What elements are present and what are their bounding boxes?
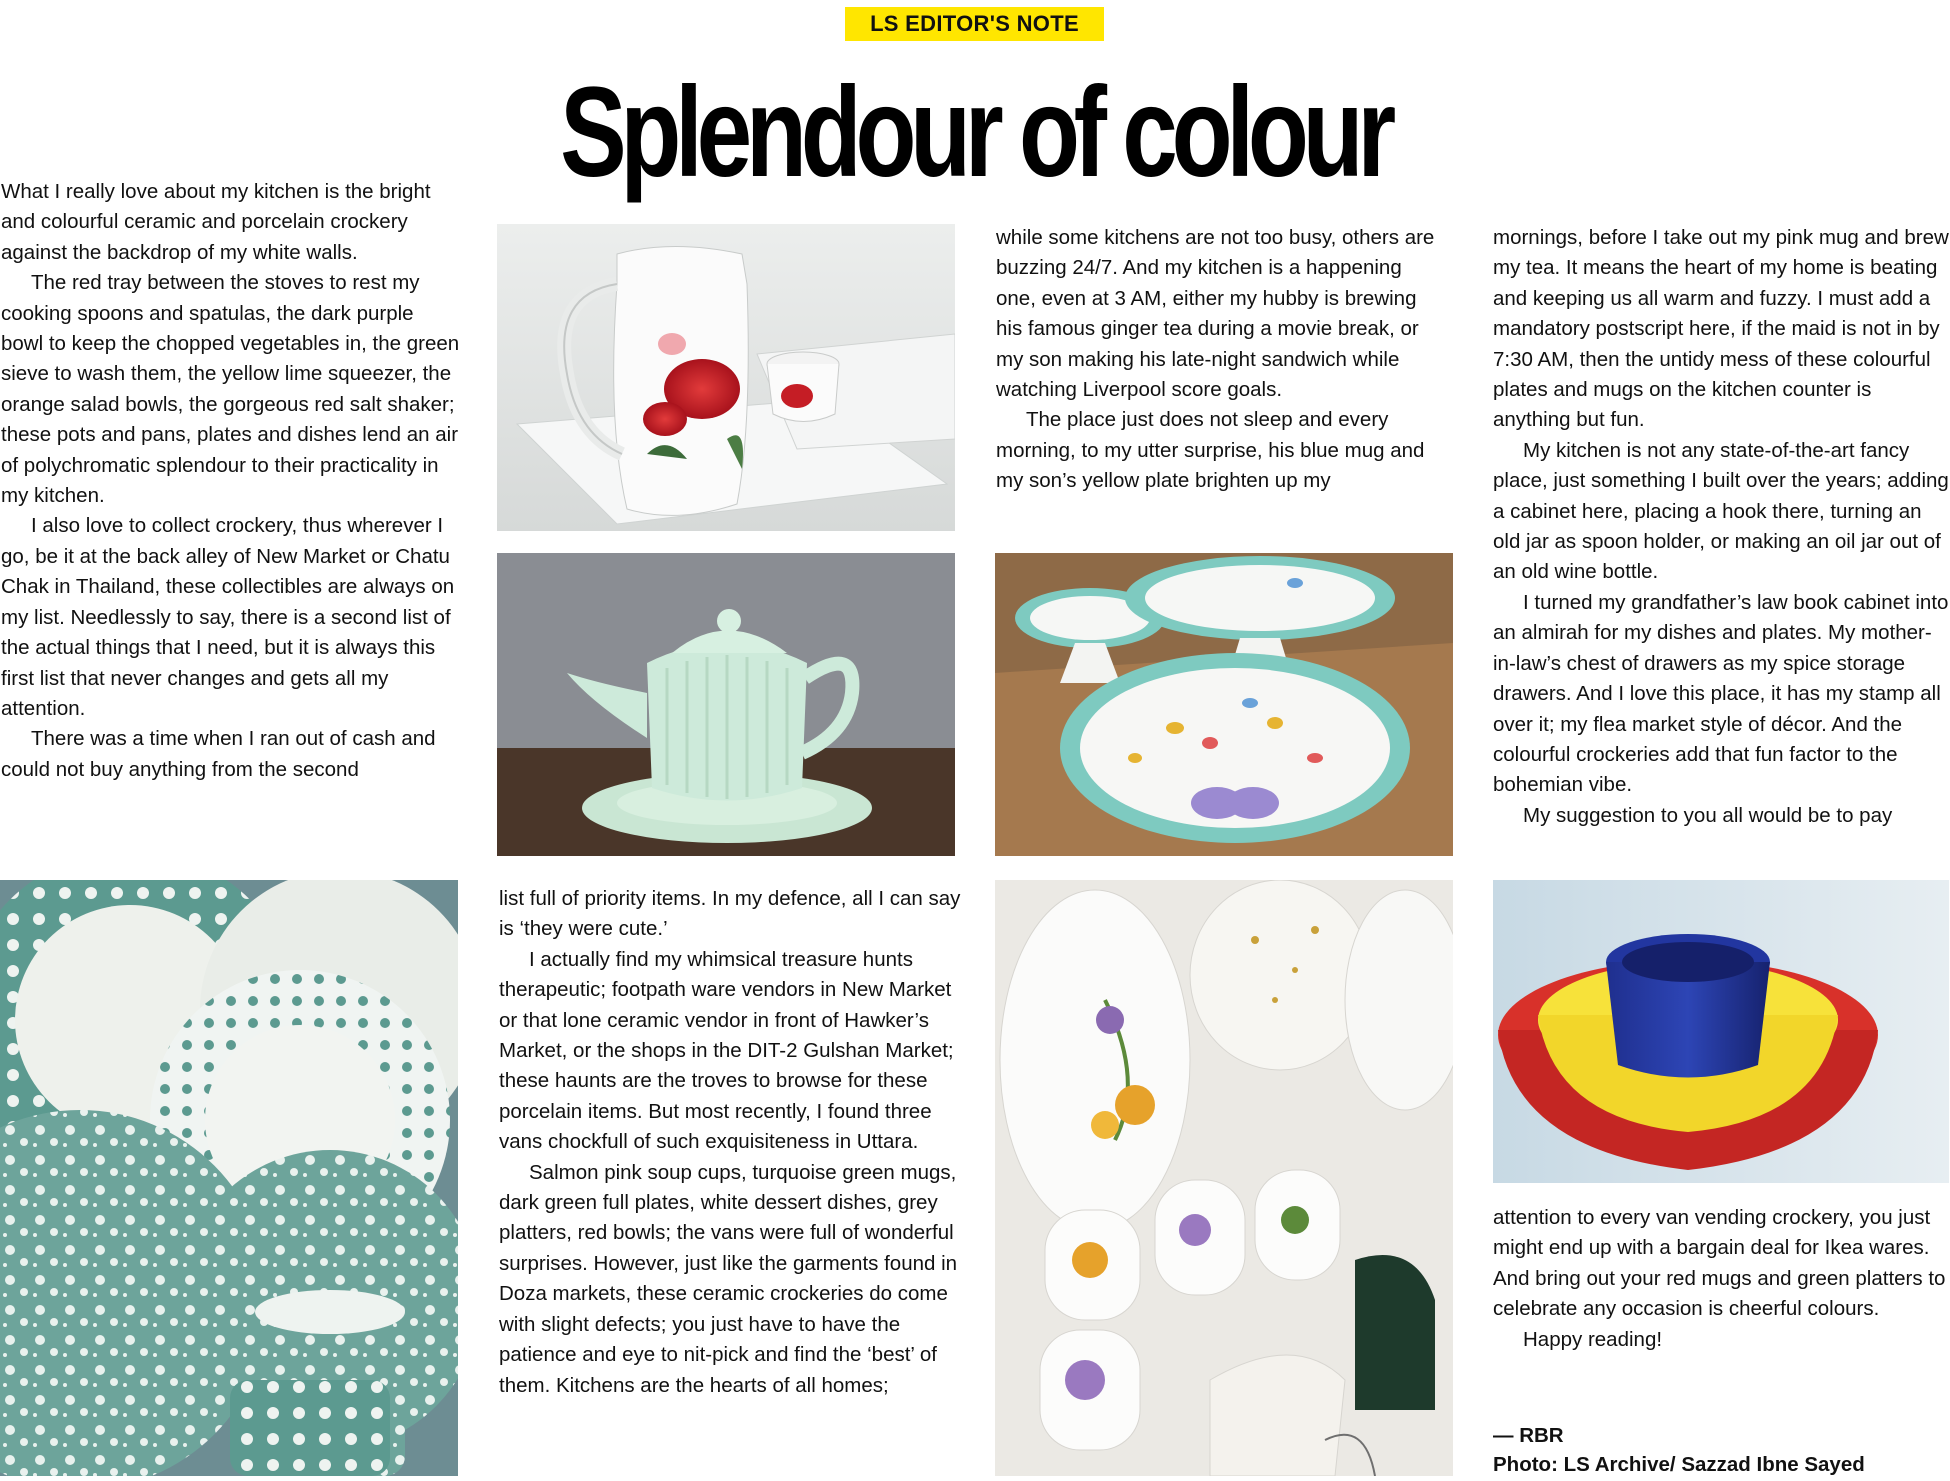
article-column-1 xyxy=(1,177,461,785)
paragraph: attention to every van vending crockery, you just might end up with a bargain deal for Ikea wares. And bring out your red mugs and green platters to celebrate any occasion is cheerful colours. xyxy=(1493,1206,1946,1321)
article-column-4-bottom xyxy=(1493,1203,1949,1355)
paragraph: list full of priority items. In my defence, all I can say is ‘they were cute.’ xyxy=(499,887,961,941)
article-column-2 xyxy=(499,884,963,1401)
paragraph: The place just does not sleep and every morning, to my utter surprise, his blue mug and my son’s yellow plate brighten up my xyxy=(996,408,1425,493)
page-title: Splendour of colour xyxy=(560,61,1390,204)
paragraph: My kitchen is not any state-of-the-art fancy place, just something I built over the years; adding a cabinet here, placing a hook there, turning an old jar as spoon holder, or making an oil jar out of an old wine bottle. xyxy=(1493,438,1949,584)
section-label: LS EDITOR'S NOTE xyxy=(845,7,1104,41)
paragraph: mornings, before I take out my pink mug and brew my tea. It means the heart of my home is beating and keeping us all warm and fuzzy. I must add a mandatory postscript here, if the maid is not in by 7:30 AM, then the untidy mess of these colourful plates and mugs on the kitchen counter is anything but fun. xyxy=(1493,226,1949,432)
paragraph: Happy reading! xyxy=(1523,1327,1663,1351)
paragraph: What I really love about my kitchen is the bright and colourful ceramic and porcelain crockery against the backdrop of my white walls. xyxy=(1,180,431,264)
photo-mint-teapot xyxy=(497,553,955,856)
photo-butterfly-plates xyxy=(995,553,1453,856)
paragraph: The red tray between the stoves to rest my cooking spoons and spatulas, the dark purple bowl to keep the chopped vegetables in, the green sieve to wash them, the yellow lime squeezer, the orange salad bowls, the gorgeous red salt shaker; these pots and pans, plates and dishes lend an air of polychromatic splendour to their practicality in my kitchen. xyxy=(1,271,460,508)
photo-credit: Photo: LS Archive/ Sazzad Ibne Sayed xyxy=(1493,1453,1865,1476)
photo-floral-mugs xyxy=(995,880,1453,1476)
paragraph: Salmon pink soup cups, turquoise green mugs, dark green full plates, white dessert dishes, grey platters, red bowls; the vans were full of wonderful surprises. However, just like the garments found in Doza markets, these ceramic crockeries do come with slight defects; you just have to have the patience and eye to nit-pick and find the ‘best’ of them. Kitchens are the hearts of all homes; xyxy=(499,1160,958,1397)
article-column-3 xyxy=(996,223,1436,497)
paragraph: My suggestion to you all would be to pay xyxy=(1523,803,1893,827)
photo-floral-pitcher xyxy=(497,224,955,531)
paragraph: while some kitchens are not too busy, others are buzzing 24/7. And my kitchen is a happening one, even at 3 AM, either my hubby is brewing his famous ginger tea during a movie break, or my son making his late-night sandwich while watching Liverpool score goals. xyxy=(996,226,1435,402)
paragraph: I turned my grandfather’s law book cabinet into an almirah for my dishes and plates. My mother-in-law’s chest of drawers as my spice storage drawers. And I love this place, it has my stamp all over it; my flea market style of décor. And the colourful crockeries add that fun factor to the bohemian vibe. xyxy=(1493,590,1949,797)
photo-polka-dot-plates xyxy=(0,880,458,1476)
paragraph: I actually find my whimsical treasure hunts therapeutic; footpath ware vendors in New Market or that lone ceramic vendor in front of Hawker’s Market, or the shops in the DIT-2 Gulshan Market; these haunts are the troves to browse for these porcelain items. But most recently, I found three vans chockfull of such exquisiteness in Uttara. xyxy=(499,947,954,1154)
paragraph: I also love to collect crockery, thus wherever I go, be it at the back alley of New Market or Chatu Chak in Thailand, these collectibles are always on my list. Needlessly to say, there is a second list of the actual things that I need, but it is always this first list that never changes and gets all my attention. xyxy=(1,514,455,720)
byline-block xyxy=(1493,1421,1949,1479)
paragraph: There was a time when I ran out of cash and could not buy anything from the second xyxy=(1,727,436,781)
article-column-4-top xyxy=(1493,223,1949,831)
byline: — RBR xyxy=(1493,1424,1564,1447)
photo-stacked-bowls xyxy=(1493,880,1949,1183)
